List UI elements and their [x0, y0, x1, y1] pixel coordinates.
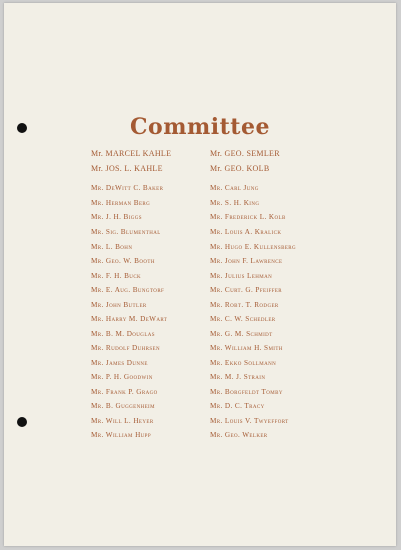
committee-member-left-10: Mr. E. Aug. Bungtorf: [91, 286, 165, 294]
committee-member-left-8: Mr. Geo. W. Booth: [91, 257, 155, 265]
committee-member-right-12: Mr. C. W. Schedler: [210, 315, 276, 323]
committee-member-left-15: Mr. James Dunne: [91, 359, 148, 367]
committee-member-right-19: Mr. Louis V. Twyeffort: [210, 417, 289, 425]
committee-member-left-6: Mr. Sig. Blumenthal: [91, 228, 161, 236]
committee-member-right-2: Mr. GEO. KOLB: [210, 164, 270, 173]
committee-member-right-20: Mr. Geo. Welker: [210, 431, 268, 439]
committee-member-right-10: Mr. Curt. G. Pfeiffer: [210, 286, 283, 294]
committee-member-right-8: Mr. John F. Lawrence: [210, 257, 283, 265]
committee-member-left-20: Mr. William Hupp: [91, 431, 152, 439]
committee-member-left-9: Mr. F. H. Buck: [91, 272, 142, 280]
page-title: Committee: [130, 114, 270, 140]
committee-member-left-12: Mr. Harry M. DeWart: [91, 315, 168, 323]
committee-member-left-17: Mr. Frank P. Grago: [91, 388, 158, 396]
committee-member-right-18: Mr. D. C. Tracy: [210, 402, 265, 410]
committee-member-left-11: Mr. John Butler: [91, 301, 147, 309]
committee-member-right-9: Mr. Julius Lehman: [210, 272, 273, 280]
committee-member-left-13: Mr. B. M. Douglas: [91, 330, 155, 338]
committee-member-right-6: Mr. Louis A. Kralick: [210, 228, 282, 236]
committee-member-right-1: Mr. GEO. SEMLER: [210, 149, 280, 158]
committee-member-left-18: Mr. B. Guggenheim: [91, 402, 155, 410]
binder-hole-bottom: [17, 417, 27, 427]
committee-member-left-1: Mr. MARCEL KAHLE: [91, 149, 172, 158]
committee-member-right-5: Mr. Frederick L. Kolb: [210, 213, 286, 221]
committee-member-right-4: Mr. S. H. King: [210, 199, 260, 207]
committee-member-left-5: Mr. J. H. Biggs: [91, 213, 142, 221]
committee-member-right-3: Mr. Carl Jung: [210, 184, 259, 192]
committee-member-right-7: Mr. Hugo E. Kullensberg: [210, 243, 297, 251]
committee-member-left-19: Mr. Will L. Heyer: [91, 417, 154, 425]
document-page: [4, 3, 396, 546]
committee-member-left-7: Mr. L. Bohn: [91, 243, 133, 251]
committee-member-right-14: Mr. William H. Smith: [210, 344, 283, 352]
committee-member-left-3: Mr. DeWitt C. Baker: [91, 184, 164, 192]
committee-member-left-14: Mr. Rudolf Duhrsen: [91, 344, 160, 352]
committee-member-right-16: Mr. M. J. Strain: [210, 373, 266, 381]
committee-member-right-17: Mr. Borgfeldt Tomby: [210, 388, 283, 396]
committee-member-left-16: Mr. P. H. Goodwin: [91, 373, 153, 381]
committee-member-right-15: Mr. Ekko Sollmann: [210, 359, 277, 367]
committee-member-left-2: Mr. JOS. L. KAHLE: [91, 164, 163, 173]
committee-member-right-13: Mr. G. M. Schmidt: [210, 330, 273, 338]
committee-member-left-4: Mr. Herman Berg: [91, 199, 151, 207]
committee-member-right-11: Mr. Robt. T. Rodger: [210, 301, 279, 309]
